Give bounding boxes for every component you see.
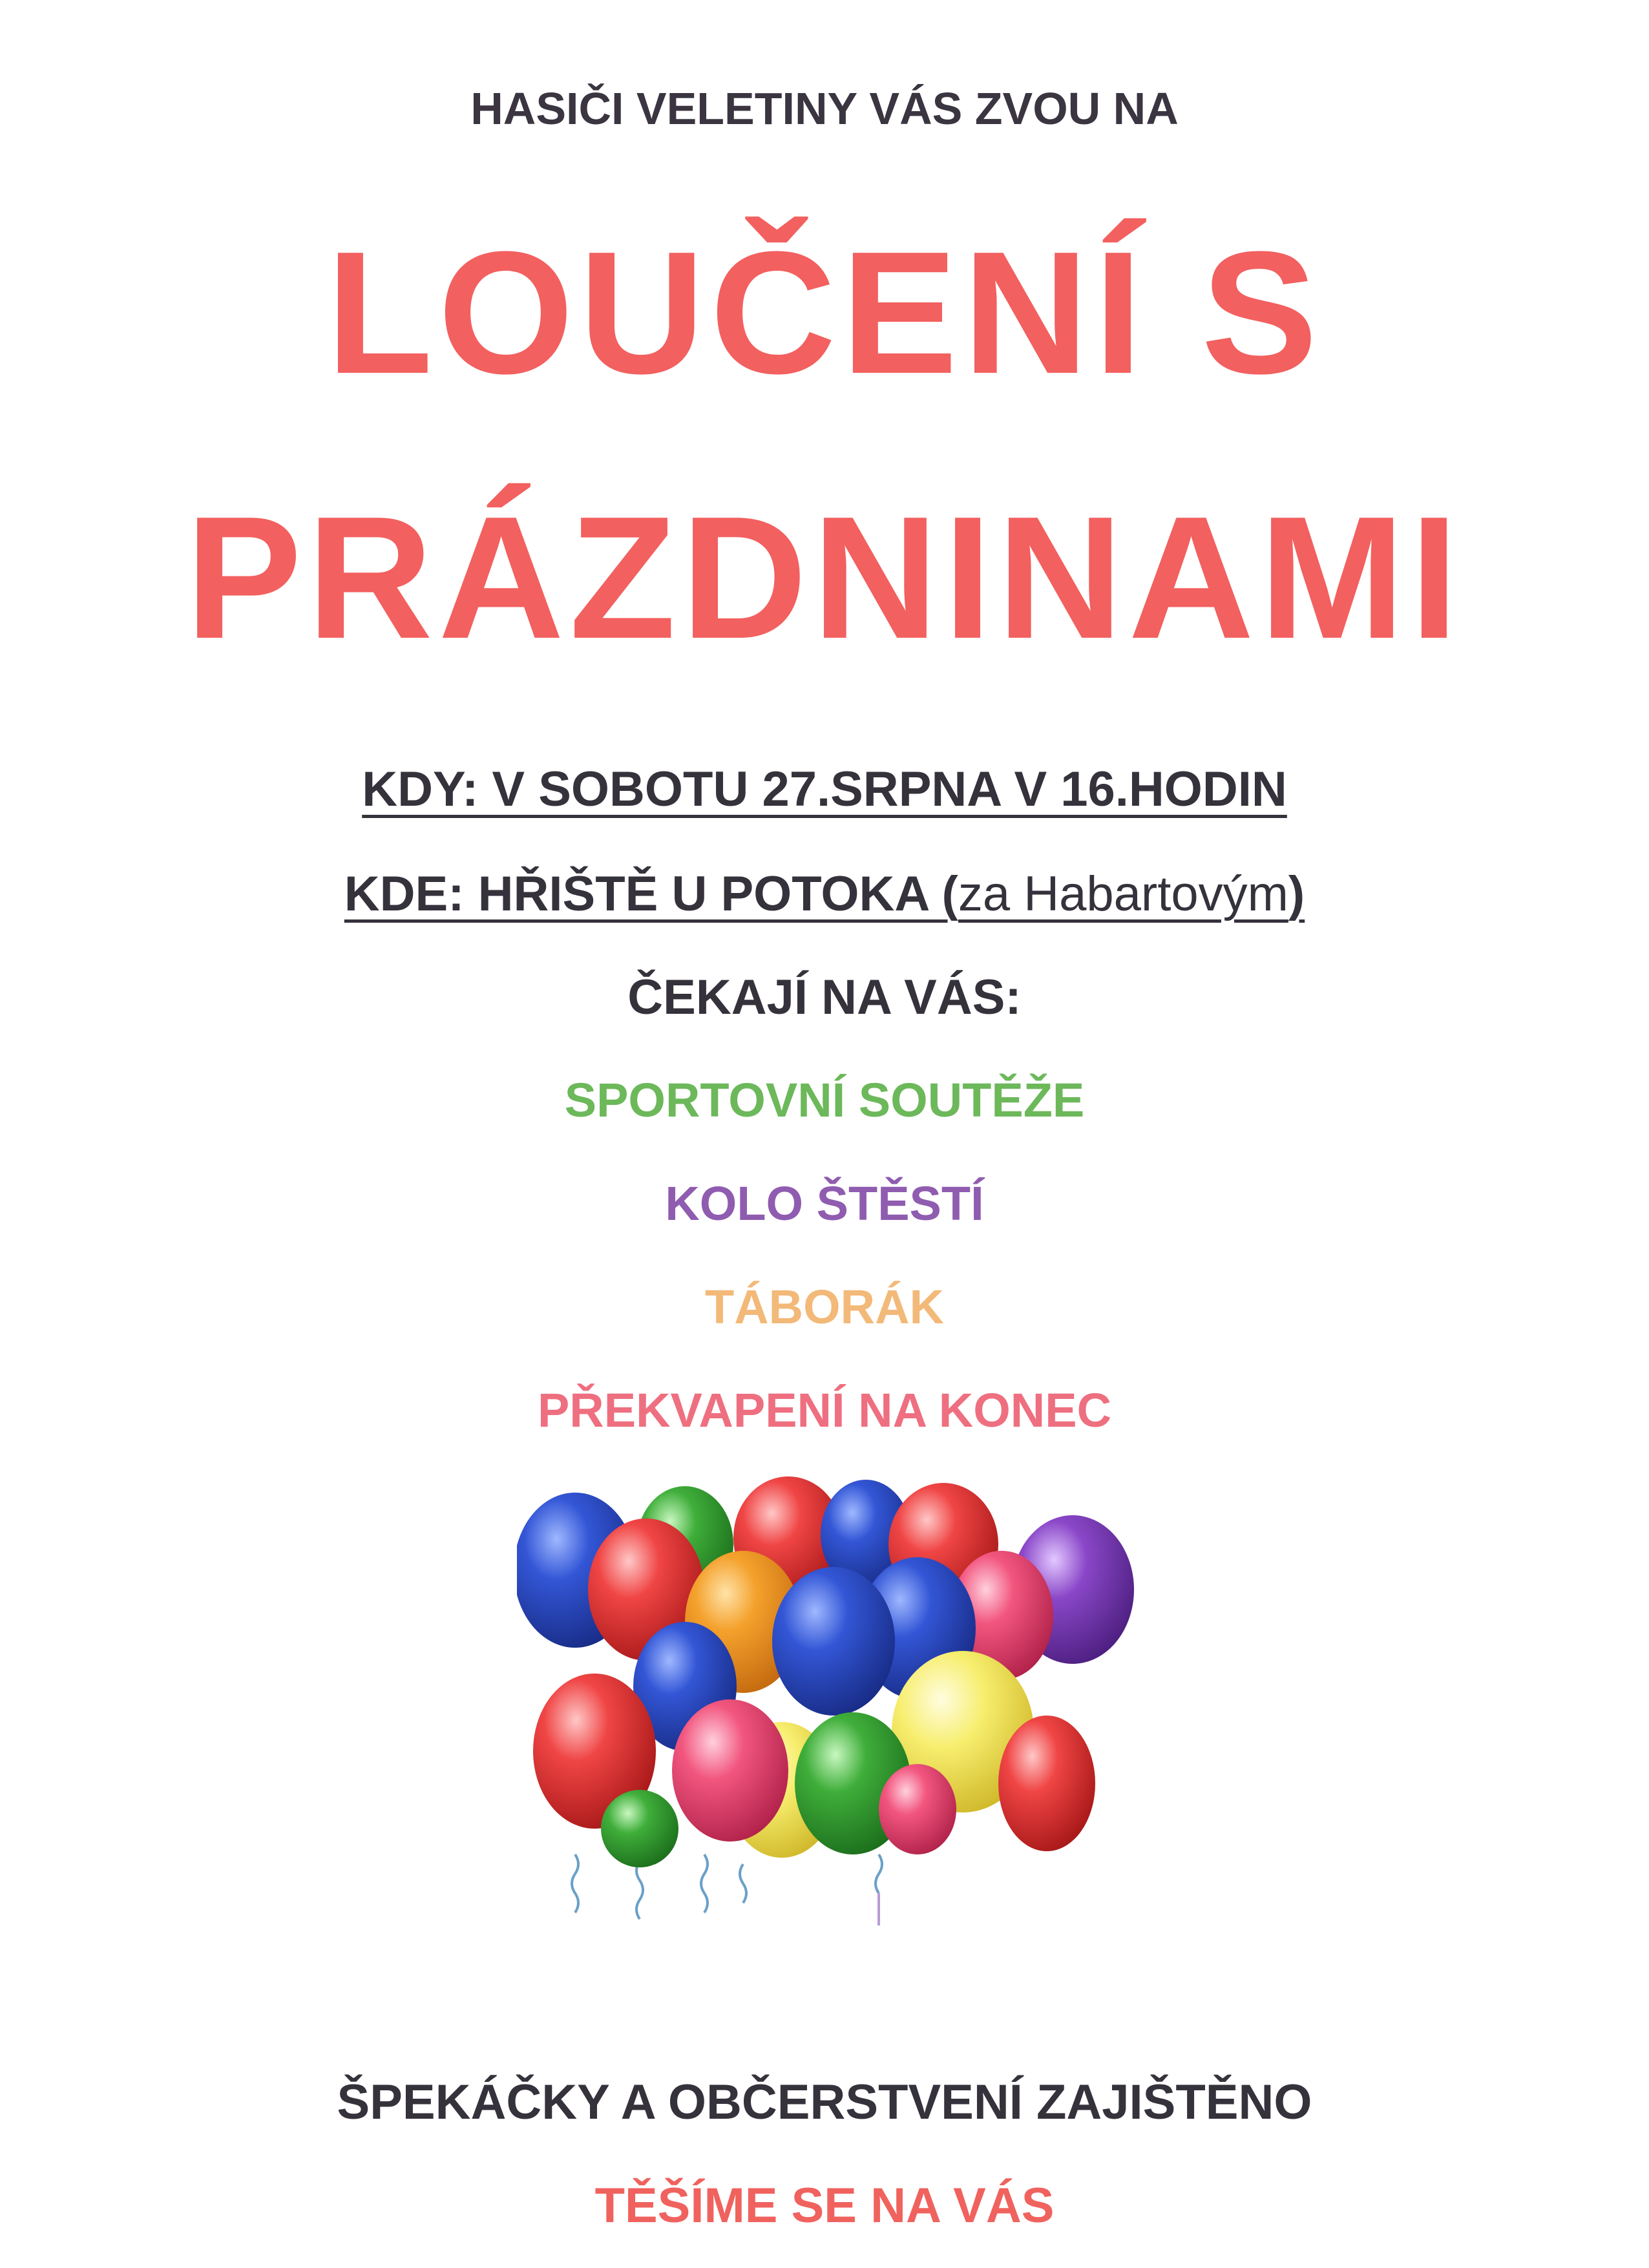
activity-surprise: PŘEKVAPENÍ NA KONEC [537, 1383, 1112, 1437]
event-where-text [344, 866, 1305, 921]
event-when [0, 761, 1649, 817]
awaiting-heading: ČEKAJÍ NA VÁS: [627, 970, 1022, 1025]
event-where [0, 866, 1649, 922]
event-where-paren-open: ( [941, 866, 958, 921]
event-title-line2: PRÁZDNINAMI [185, 481, 1464, 675]
invitation-intro: HASIČI VELETINY VÁS ZVOU NA [470, 83, 1179, 134]
event-when-text: KDY: V SOBOTU 27.SRPNA V 16.HODIN [362, 762, 1287, 817]
event-title-line1: LOUČENÍ S [326, 216, 1323, 410]
balloon-strings [572, 1854, 882, 1926]
food-notice: ŠPEKÁČKY A OBČERSTVENÍ ZAJIŠTĚNO [337, 2075, 1312, 2130]
activity-sport-competitions: SPORTOVNÍ SOUTĚŽE [564, 1073, 1085, 1127]
event-where-detail: za Habartovým [958, 866, 1288, 921]
event-where-main: KDE: HŘIŠTĚ U POTOKA [344, 866, 942, 921]
event-where-paren-close: ) [1288, 866, 1305, 921]
activity-wheel-of-fortune: KOLO ŠTĚSTÍ [665, 1177, 984, 1230]
closing-message: TĚŠÍME SE NA VÁS [594, 2178, 1055, 2233]
activity-campfire: TÁBORÁK [705, 1280, 944, 1334]
balloons-image [517, 1467, 1137, 1932]
